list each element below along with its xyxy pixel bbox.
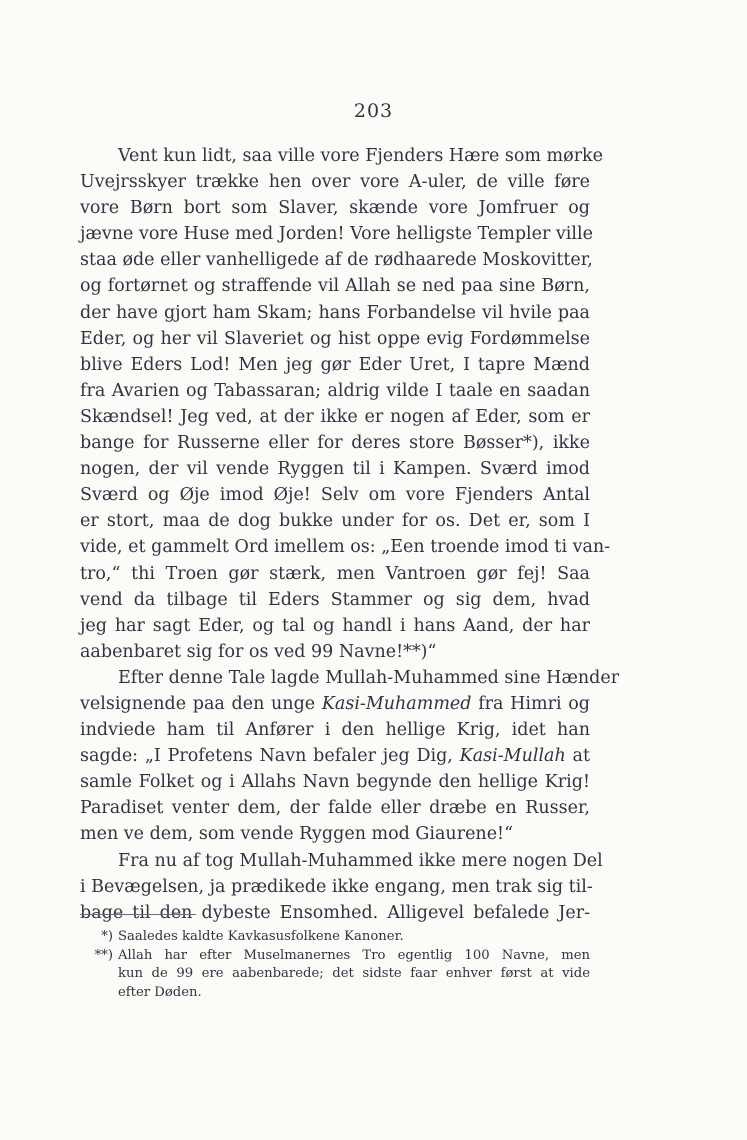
text-line: vore Børn bort som Slaver, skænde vore Jomfruer og [80,198,590,219]
text-line: tro,“ thi Troen gør stærk, men Vantroen gør fej! Saa [80,563,590,584]
text-line [80,743,590,769]
text-line: jævne vore Huse med Jorden! Vore helligste Templer ville [80,224,593,245]
text-line: bage til den dybeste Ensomhed. Alligevel befalede Jer- [80,902,590,923]
footnote-line: kun de 99 ere aabenbarede; det sidste faar enhver først at vide [118,966,590,981]
text-line: Uvejrsskyer trække hen over vore A-uler, de ville føre [80,172,590,193]
text-line: og fortørnet og straffende vil Allah se ned paa sine Børn, [80,276,590,297]
text-line [80,691,590,717]
text-line: der have gjort ham Skam; hans Forbandelse vil hvile paa [80,302,590,323]
text-line: aabenbaret sig for os ved 99 Navne!**)“ [80,641,437,662]
text-line: Efter denne Tale lagde Mullah-Muhammed sine Hænder [118,667,620,688]
text-line: samle Folket og i Allahs Navn begynde den hellige Krig! [80,772,590,793]
footnote [80,928,590,947]
text-line: Eder, og her vil Slaveriet og hist oppe evig Fordømmelse [80,328,590,349]
footnote-mark: **) [94,947,113,963]
text-line: jeg har sagt Eder, og tal og handl i hans Aand, der har [80,615,590,636]
text-line: Fra nu af tog Mullah-Muhammed ikke mere nogen Del [118,850,603,871]
text-line: staa øde eller vanhelligede af de rødhaarede Moskovitter, [80,250,593,271]
text-line: fra Avarien og Tabassaran; aldrig vilde I taale en saadan [80,380,590,401]
text-line: Vent kun lidt, saa ville vore Fjenders Hære som mørke [118,146,604,166]
text-line: i Bevægelsen, ja prædikede ikke engang, men trak sig til- [80,876,593,897]
footnote-line: Saaledes kaldte Kavkasusfolkene Kanoner. [118,929,404,944]
person-name-italic: Kasi-Muhammed [321,693,472,714]
footnotes [80,928,590,1002]
body-text [80,143,620,926]
text-line: indviede ham til Anfører i den hellige Krig, idet han [80,720,590,741]
text-line: er stort, maa de dog bukke under for os. Det er, som I [80,511,590,532]
text-line: men ve dem, som vende Ryggen mod Giaurene!“ [80,824,514,845]
page-number: 203 [353,100,394,122]
text-line: blive Eders Lod! Men jeg gør Eder Uret, I tapre Mænd [80,354,590,375]
text-line: vend da tilbage til Eders Stammer og sig dem, hvad [80,589,590,610]
text-segment: sagde: „I Profetens Navn befaler jeg Dig, [80,746,453,767]
text-segment: velsignende paa den unge [80,693,316,714]
footnote-divider [80,914,196,915]
text-line: vide, et gammelt Ord imellem os: „Een troende imod ti van- [80,537,611,558]
footnote [80,947,590,966]
person-name-italic: Kasi-Mullah [459,746,566,767]
text-line: nogen, der vil vende Ryggen til i Kampen. Sværd imod [80,459,590,480]
footnote-line: efter Døden. [118,984,202,1000]
text-line: bange for Russerne eller for deres store Bøsser*), ikke [80,433,590,454]
text-line: Paradiset venter dem, der falde eller dræbe en Russer, [80,798,590,819]
text-segment: at [572,746,590,767]
footnote-mark: *) [101,929,113,944]
footnote-line: Allah har efter Muselmanernes Tro egentlig 100 Navne, men [118,947,590,963]
text-line: Skændsel! Jeg ved, at der ikke er nogen af Eder, som er [80,406,590,427]
text-line: Sværd og Øje imod Øje! Selv om vore Fjenders Antal [80,485,590,506]
footnote-continuation [80,965,590,1002]
text-segment: fra Himri og [478,693,590,714]
